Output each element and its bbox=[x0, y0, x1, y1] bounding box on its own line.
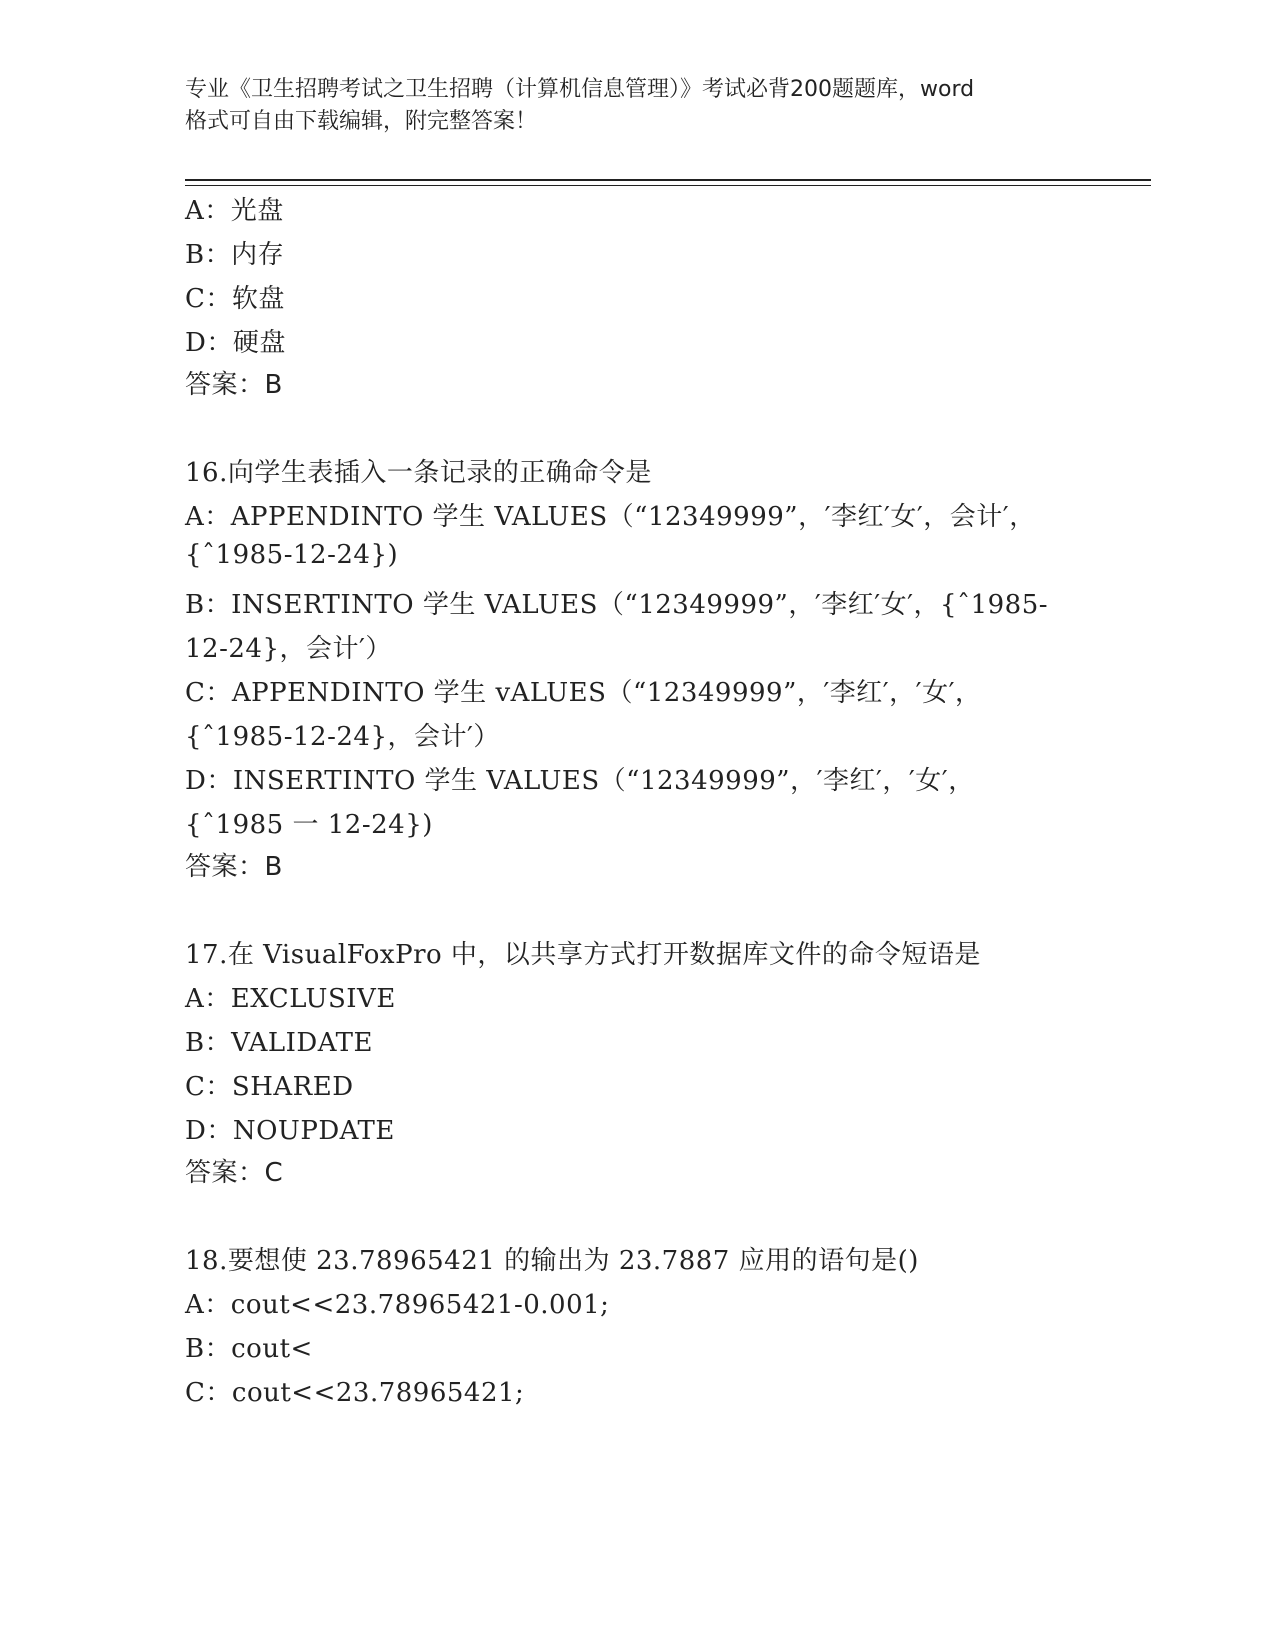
q16-option-c-line2: {ˆ1985-12-24}，会计′） bbox=[185, 722, 500, 752]
q18-option-a: A：cout<<23.78965421-0.001; bbox=[185, 1290, 610, 1320]
q16-question: 16.向学生表插入一条记录的正确命令是 bbox=[185, 458, 652, 488]
q17-answer: 答案：C bbox=[185, 1158, 284, 1188]
header-rule-thick bbox=[185, 179, 1151, 181]
q16-option-d-line2: {ˆ1985 一 12-24}) bbox=[185, 810, 433, 840]
header-line-2: 格式可自由下载编辑，附完整答案！ bbox=[185, 109, 538, 134]
q15-option-a: A：光盘 bbox=[185, 196, 284, 226]
q17-option-c: C：SHARED bbox=[185, 1072, 354, 1102]
q16-option-b-line2: 12-24}，会计′） bbox=[185, 634, 392, 664]
q15-option-d: D：硬盘 bbox=[185, 328, 286, 358]
q17-option-d: D：NOUPDATE bbox=[185, 1116, 395, 1146]
header-line-1: 专业《卫生招聘考试之卫生招聘（计算机信息管理）》考试必背200题题库，word bbox=[185, 77, 975, 102]
q16-answer: 答案：B bbox=[185, 852, 283, 882]
q16-option-a-line1: A：APPENDINTO 学生 VALUES（“12349999”，′李红′女′，会计′， bbox=[185, 502, 1036, 532]
q17-option-a: A：EXCLUSIVE bbox=[185, 984, 396, 1014]
q18-question: 18.要想使 23.78965421 的输出为 23.7887 应用的语句是() bbox=[185, 1246, 919, 1276]
document-header bbox=[185, 74, 1085, 138]
q15-option-c: C：软盘 bbox=[185, 284, 285, 314]
q18-option-c: C：cout<<23.78965421; bbox=[185, 1378, 525, 1408]
q17-option-b: B：VALIDATE bbox=[185, 1028, 373, 1058]
q17-question: 17.在 VisualFoxPro 中，以共享方式打开数据库文件的命令短语是 bbox=[185, 940, 981, 970]
header-rule-thin bbox=[185, 185, 1151, 186]
q16-option-c-line1: C：APPENDINTO 学生 vALUES（“12349999”，′李红′，′女′， bbox=[185, 678, 982, 708]
q18-option-b: B：cout< bbox=[185, 1334, 313, 1364]
q16-option-b-line1: B：INSERTINTO 学生 VALUES（“12349999”，′李红′女′，{ˆ1985- bbox=[185, 590, 1049, 620]
q15-option-b: B：内存 bbox=[185, 240, 285, 270]
q16-option-d-line1: D：INSERTINTO 学生 VALUES（“12349999”，′李红′，′女′， bbox=[185, 766, 975, 796]
q15-answer: 答案：B bbox=[185, 370, 283, 400]
q16-option-a-line2: {ˆ1985-12-24}) bbox=[185, 540, 399, 570]
